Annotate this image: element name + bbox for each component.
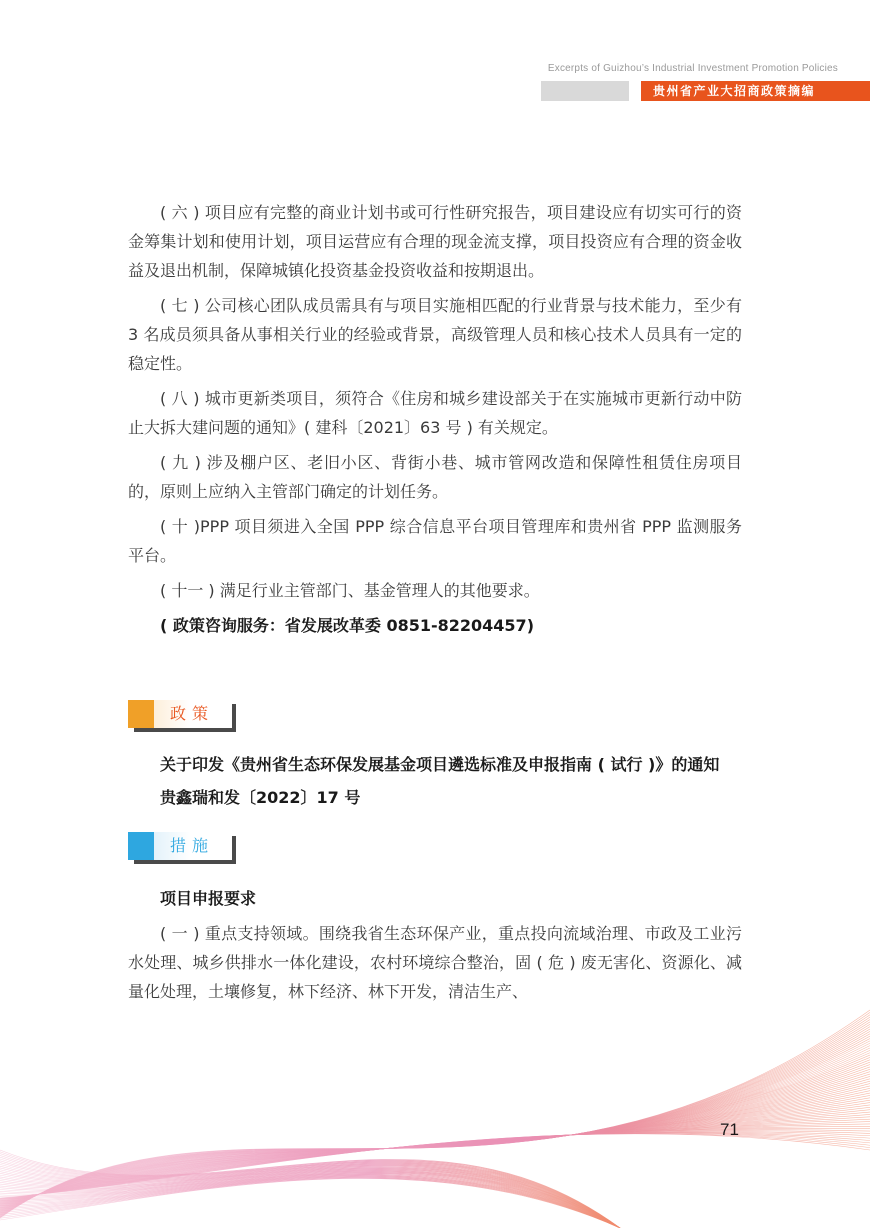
consult-line: ( 政策咨询服务：省发展改革委 0851-82204457) [160, 616, 535, 635]
header-grey-bar [541, 81, 629, 101]
measure-tag [128, 832, 236, 862]
measure-tag-accent [128, 832, 154, 860]
policy-tag-accent [128, 700, 154, 728]
header-english-title: Excerpts of Guizhou’s Industrial Investment Promotion Policies [547, 63, 838, 74]
paragraph-item-6: ( 六 ) 项目应有完整的商业计划书或可行性研究报告，项目建设应有切实可行的资金筹集计划和使用计划，项目运营应有合理的现金流支撑，项目投资应有合理的资金收益及退出机制，保障城镇化投资基金投资收益和按期退出。 [128, 203, 742, 280]
policy-tag [128, 700, 236, 730]
paragraph-item-8: ( 八 ) 城市更新类项目，须符合《住房和城乡建设部关于在实施城市更新行动中防止大拆大建问题的通知》( 建科〔2021〕63 号 ) 有关规定。 [128, 389, 742, 437]
section-heading: 项目申报要求 [160, 889, 257, 908]
paragraph-item-10: ( 十 )PPP 项目须进入全国 PPP 综合信息平台项目管理库和贵州省 PPP 监测服务平台。 [128, 517, 742, 565]
paragraph-item-7: ( 七 ) 公司核心团队成员需具有与项目实施相匹配的行业背景与技术能力，至少有 3 名成员须具备从事相关行业的经验或背景，高级管理人员和核心技术人员具有一定的稳定性。 [128, 296, 742, 373]
policy-tag-label: 政策 [170, 704, 215, 723]
header-chinese-title: 贵州省产业大招商政策摘编 [641, 81, 870, 101]
paragraph-item-9: ( 九 ) 涉及棚户区、老旧小区、背街小巷、城市管网改造和保障性租赁住房项目的，原则上应纳入主管部门确定的计划任务。 [128, 453, 742, 501]
policy-document-number: 贵鑫瑞和发〔2022〕17 号 [160, 788, 361, 807]
measure-tag-label: 措施 [170, 836, 215, 855]
policy-title: 关于印发《贵州省生态环保发展基金项目遴选标准及申报指南 ( 试行 )》的通知 [160, 755, 720, 774]
paragraph-item-11: ( 十一 ) 满足行业主管部门、基金管理人的其他要求。 [160, 581, 540, 600]
measure-paragraph: ( 一 ) 重点支持领域。围绕我省生态环保产业，重点投向流域治理、市政及工业污水处理、城乡供排水一体化建设，农村环境综合整治，固 ( 危 ) 废无害化、资源化、减量化处理，土壤修复，林下经济、林下开发，清洁生产、 [128, 924, 742, 1001]
page-number: 71 [720, 1120, 739, 1139]
main-content [128, 198, 742, 1012]
